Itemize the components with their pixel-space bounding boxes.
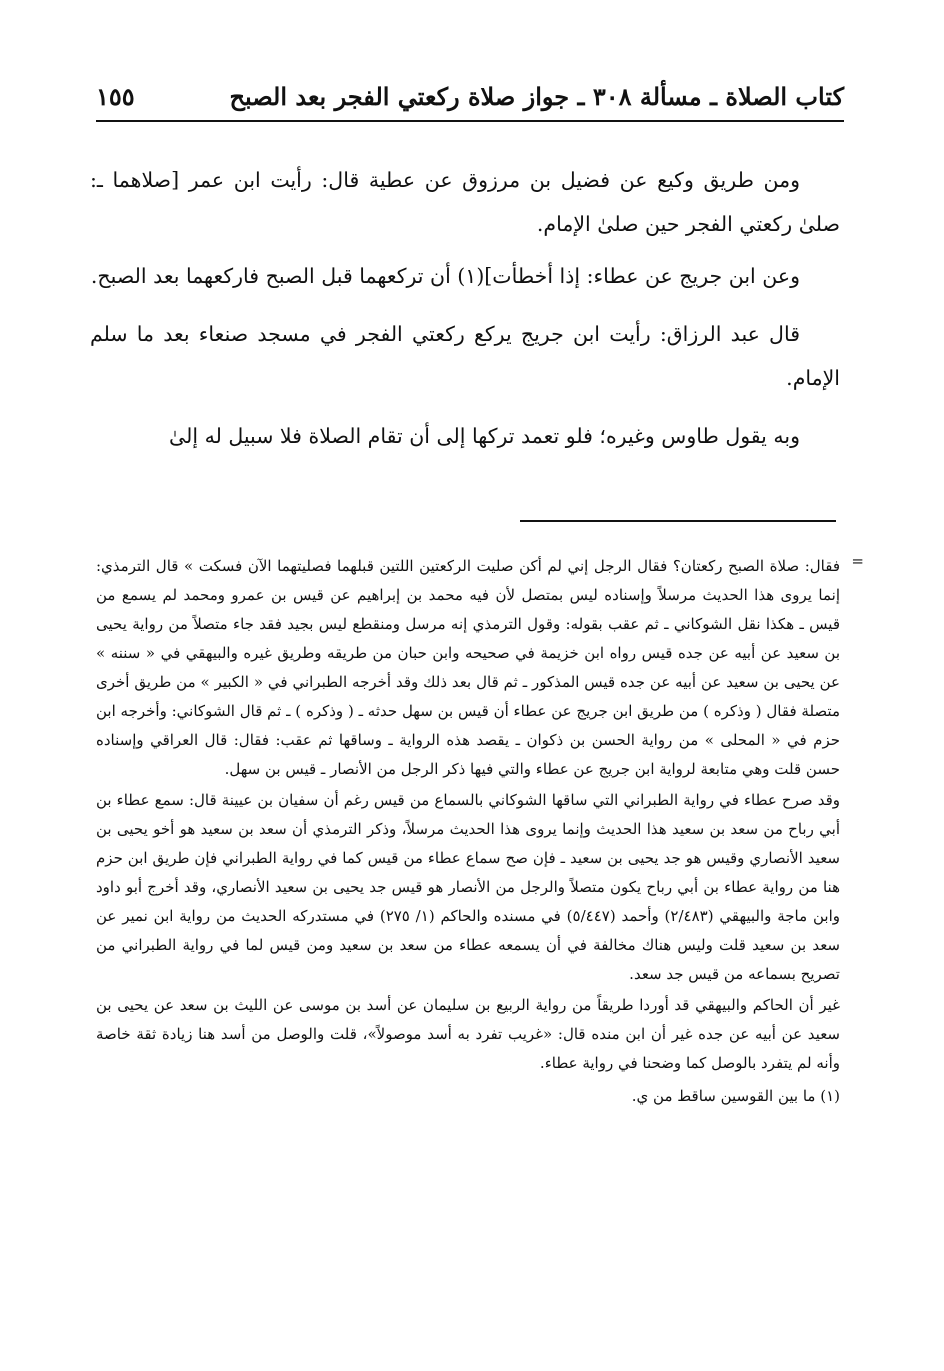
footnote-paragraph: وقد صرح عطاء في رواية الطبراني التي ساقها الشوكاني بالسماع من قيس رغم أن سفيان بن عيينة قال: سمع عطاء بن أبي رباح من سعد بن سعيد هذا الحديث وإنما يروى هذا الحديث مرسلاً، وذكر الترمذي أن سعد بن سعيد هو أخو يحيى بن سعيد الأنصاري وقيس هو جد يحيى بن سعيد ـ فإن صح سماع عطاء من قيس كما في رواية الطبراني فإن طريق ابن حزم هنا من رواية عطاء بن أبي رباح يكون متصلاً والرجل من الأنصار هو قيس جد يحيى بن سعيد الأنصاري، وقد أخرج أبو داود وابن ماجة والبيهقي (٢/٤٨٣) وأحمد (٥/٤٤٧) في مسنده والحاكم (١/ ٢٧٥) في مستدركه الحديث من رواية ابن نمير عن سعد بن سعيد قلت وليس هناك مخالفة في أن يسمعه عطاء من سعد بن سعيد ومن قيس لما في رواية الطبراني من تصريح بسماعه من قيس جد سعد. xyxy=(96,791,840,983)
footnote-paragraph: غير أن الحاكم والبيهقي قد أوردا طريقاً من رواية الربيع بن سليمان عن أسد بن موسى عن الليث بن سعد عن يحيى بن سعيد عن أبيه عن جده غير أن ابن منده قال: «غريب تفرد به أسد موصولاً»، قلت والوصل من أسد هنا زيادة ثقة خاصة وأنه لم يتفرد بالوصل كما وضحنا في رواية عطاء. xyxy=(96,996,840,1072)
page-number: ١٥٥ xyxy=(96,81,135,111)
main-text xyxy=(90,158,840,466)
main-paragraph: ومن طريق وكيع عن فضيل بن مرزوق عن عطية قال: رأيت ابن عمر [صلاهما ـ: صلىٰ ركعتي الفجر حين صلىٰ الإمام. xyxy=(90,168,840,236)
footnotes xyxy=(96,552,864,1113)
page-header xyxy=(96,74,844,118)
header-rule xyxy=(96,120,844,122)
footnote-paragraph: فقال: صلاة الصبح ركعتان؟ فقال الرجل إني لم أكن صليت الركعتين اللتين قبلهما فصليتهما الآن فسكت » قال الترمذي: إنما يروى هذا الحديث مرسلاً وإسناده ليس بمتصل لأن فيه محمد بن إبراهيم عن قيس بن عمرو ومحمد لم يسمع من قيس ـ هكذا نقل الشوكاني ـ ثم عقب بقوله: وقول الترمذي إنه مرسل ومنقطع ليس بجيد فقد جاء متصلاً من رواية يحيى بن سعيد عن أبيه عن جده قيس رواه ابن خزيمة في صحيحه وابن حبان من طريقه وطريق غيره والبيهقي في « سننه » عن يحيى بن سعيد عن أبيه عن جده قيس المذكور ـ ثم قال بعد ذلك وقد أخرجه الطبراني في « الكبير » من طريق أخرى متصلة فقال ( وذكره ) من طريق ابن جريج عن عطاء أن قيس بن سهل حدثه ـ ( وذكره ) ـ ثم قال الشوكاني: وأخرجه ابن حزم في « المحلى » من رواية الحسن بن ذكوان ـ يقصد هذه الرواية ـ وساقها ثم عقب: فقال: قال العراقي وإسناده حسن قلت وهي متابعة لرواية ابن جريج عن عطاء والتي فيها ذكر الرجل من الأنصار ـ قيس بن سهل. xyxy=(96,557,840,778)
main-paragraph: قال عبد الرزاق: رأيت ابن جريج يركع ركعتي الفجر في مسجد صنعاء بعد ما سلم الإمام. xyxy=(90,322,840,390)
footnote-separator xyxy=(520,520,836,522)
footnote-continuation xyxy=(96,552,864,1078)
running-title: كتاب الصلاة ـ مسألة ٣٠٨ ـ جواز صلاة ركعتي الفجر بعد الصبح xyxy=(229,81,844,111)
main-paragraph: وبه يقول طاوس وغيره؛ فلو تعمد تركها إلى أن تقام الصلاة فلا سبيل له إلىٰ xyxy=(169,424,800,448)
main-paragraph: وعن ابن جريج عن عطاء: إذا أخطأت](١) أن تركعهما قبل الصبح فاركعهما بعد الصبح. xyxy=(90,264,800,288)
footnote-1: (١) ما بين القوسين ساقط من ي. xyxy=(631,1087,840,1105)
continuation-mark: = xyxy=(851,552,864,570)
